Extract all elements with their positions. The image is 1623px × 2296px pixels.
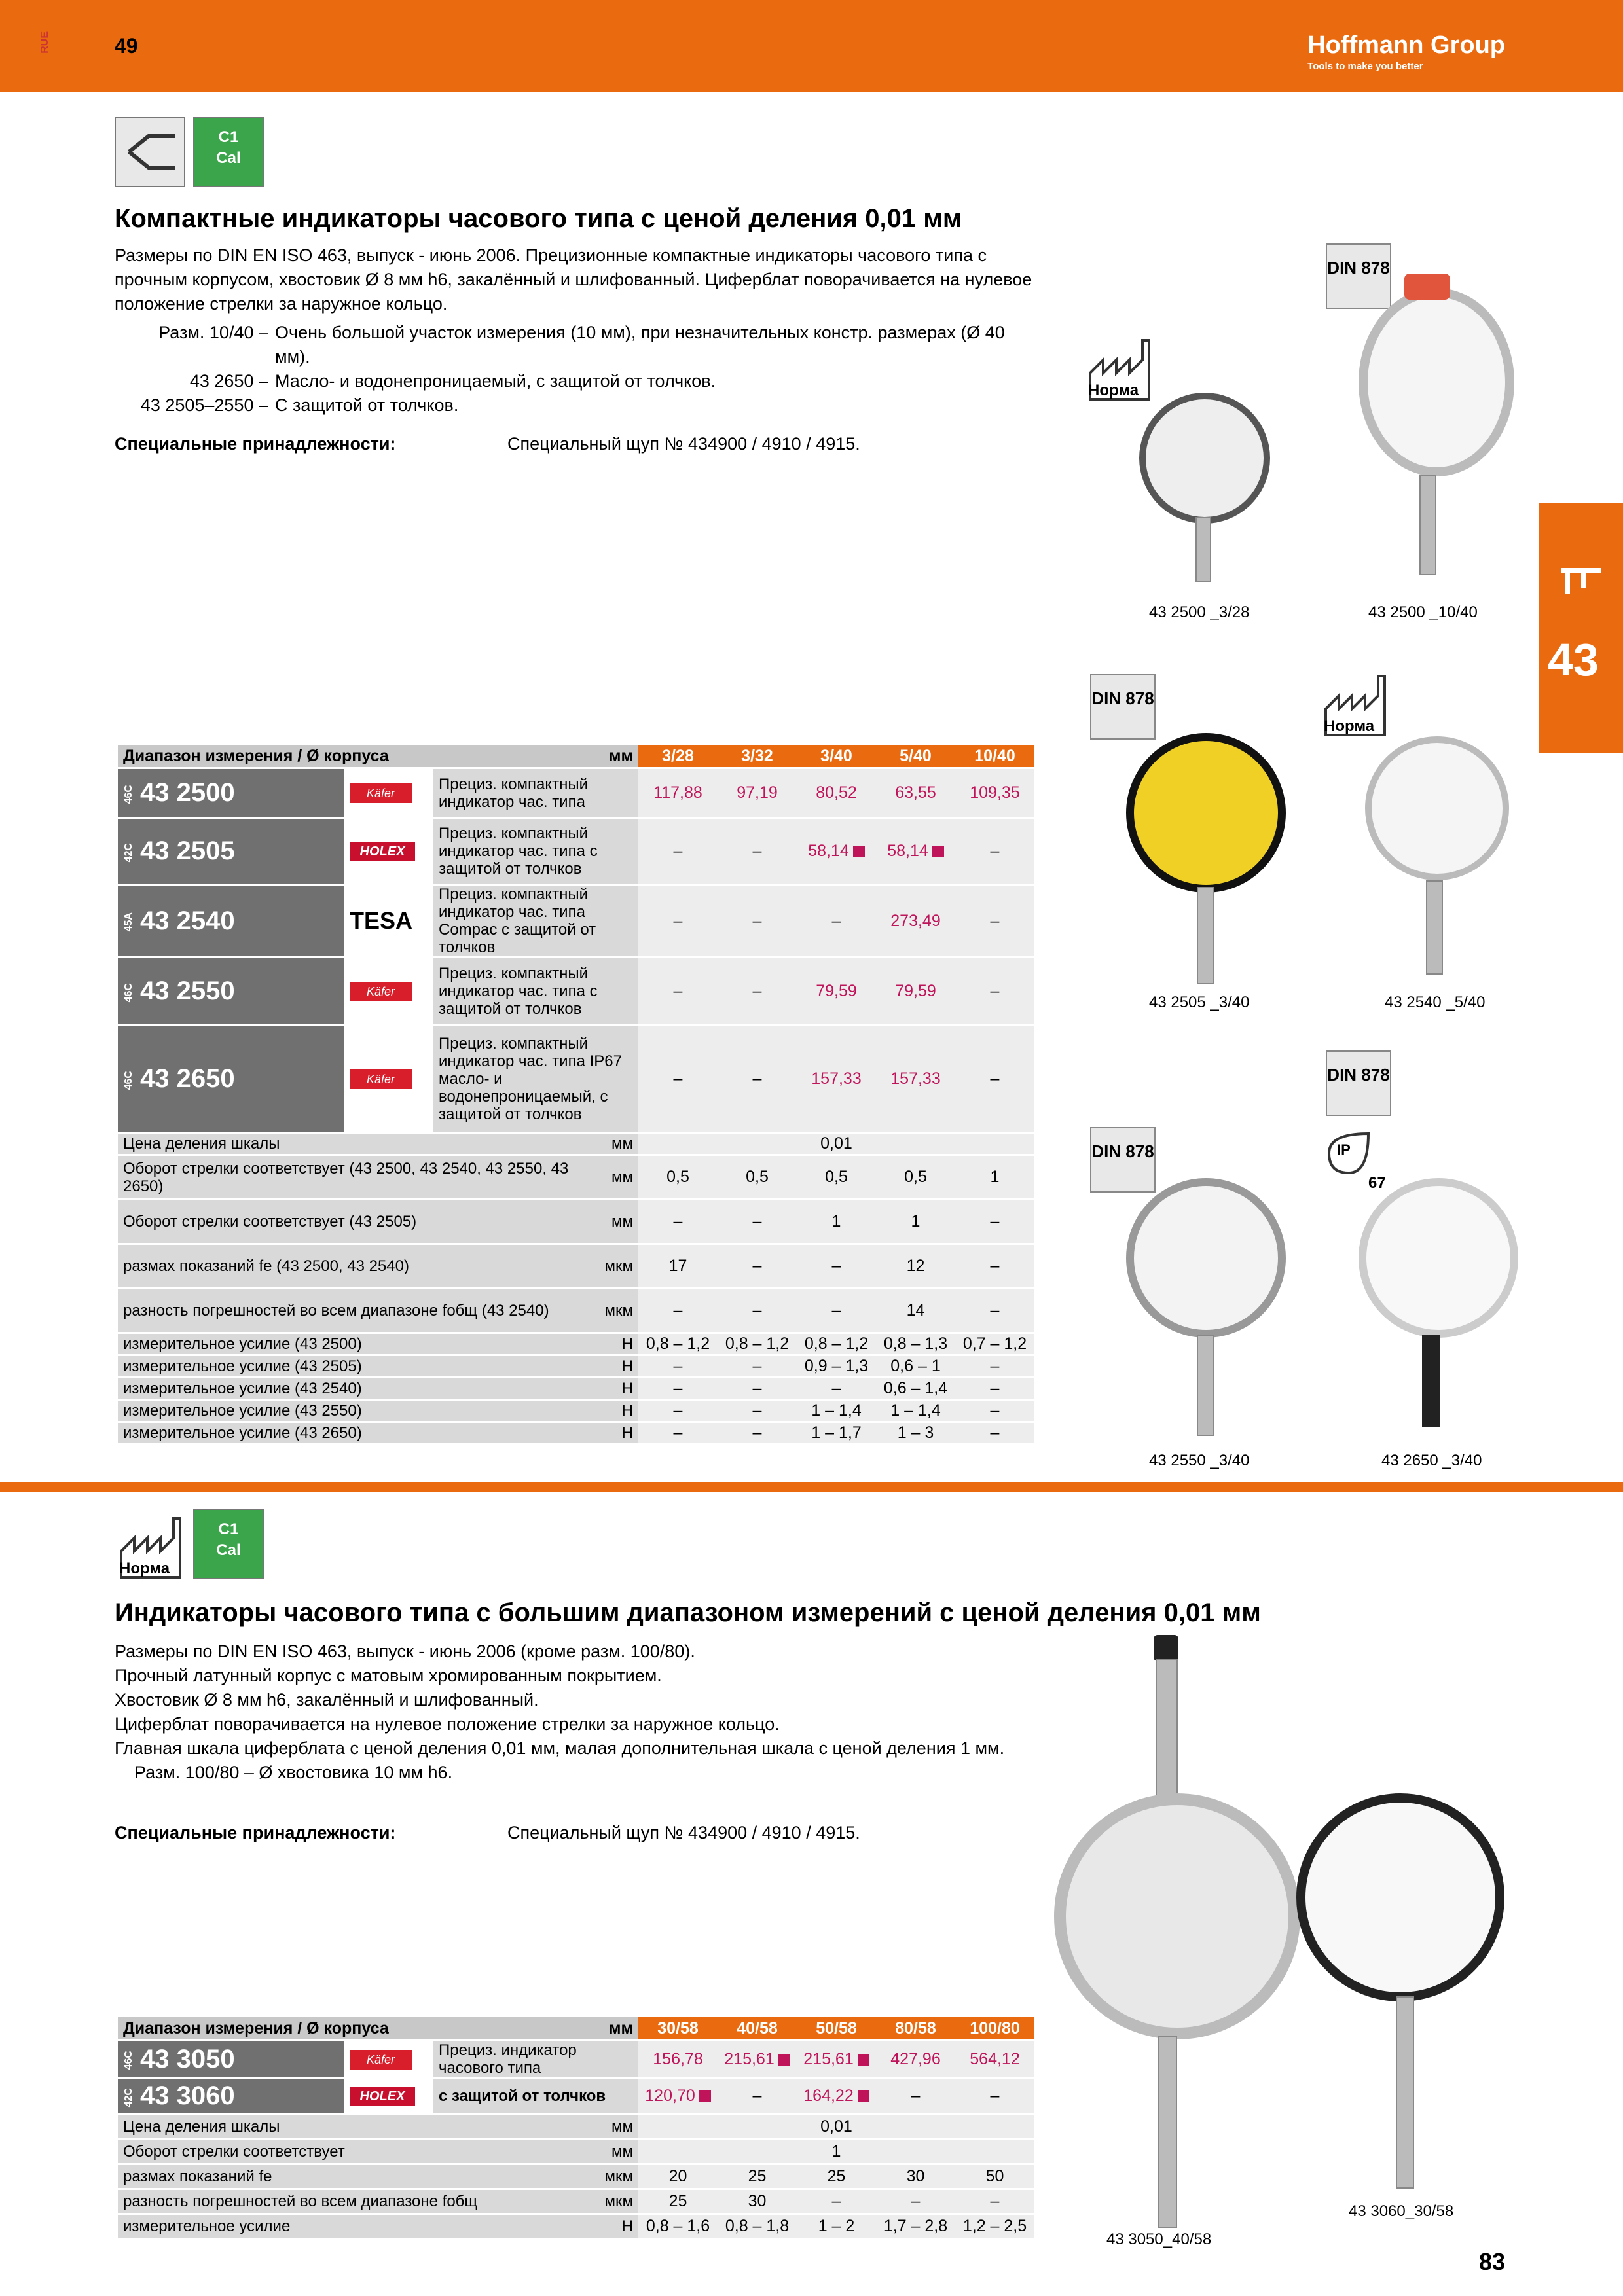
yellow-gauge-image <box>1126 733 1286 893</box>
spec-value: – <box>955 1422 1034 1444</box>
spec-value: 25 <box>797 2164 876 2189</box>
article-code: 46C <box>123 1070 134 1090</box>
article-number: 43 2500 <box>140 778 235 807</box>
price: – <box>955 958 1034 1026</box>
spec-value: 0,01 <box>638 2115 1034 2140</box>
price: – <box>718 885 797 958</box>
spec-row <box>118 1378 1034 1400</box>
spec-row <box>118 2164 1034 2189</box>
spec-value: 1,7 – 2,8 <box>876 2214 955 2239</box>
spec-value: 1 <box>797 1200 876 1244</box>
chapter-number: 43 <box>1548 634 1599 685</box>
note-text: С защитой от толчков. <box>275 395 459 415</box>
spec-label: Оборот стрелки соответствует <box>118 2140 595 2164</box>
gauge-image <box>1139 393 1270 524</box>
spec-row <box>118 1400 1034 1422</box>
note-key: 43 2650 – <box>189 371 268 391</box>
calibration-badge <box>193 1509 264 1579</box>
page-number-right: 83 <box>1478 2248 1505 2275</box>
large-gauge-image <box>1054 1793 1300 2039</box>
ip-label: IP <box>1337 1141 1351 1158</box>
product-desc: Прециз. индикатор часового типа <box>433 2041 638 2078</box>
calibration-badge <box>193 117 264 187</box>
spec-row <box>118 2214 1034 2239</box>
table-row[interactable] <box>118 768 1034 818</box>
col-header: 40/58 <box>718 2017 797 2041</box>
table-row[interactable] <box>118 1026 1034 1133</box>
spec-unit: мкм <box>595 1244 638 1289</box>
spec-value: 0,01 <box>638 1133 1034 1155</box>
spec-row <box>118 1133 1034 1155</box>
spec-value: – <box>797 1289 876 1333</box>
price: 215,61 <box>803 2049 854 2068</box>
text-line: Главная шкала циферблата с ценой деления 0,01 мм, малая дополнительная шкала с ценой деления 1 мм. <box>115 1738 1005 1758</box>
section1-accessories-text: Специальный щуп № 434900 / 4910 / 4915. <box>507 434 860 454</box>
col-header: 3/40 <box>797 745 876 768</box>
spec-unit: мкм <box>595 2189 638 2214</box>
price: 79,59 <box>797 958 876 1026</box>
kaefer-logo: Käfer <box>350 1069 412 1089</box>
spec-value: – <box>638 1422 718 1444</box>
spec-value: – <box>718 1244 797 1289</box>
col-header: 10/40 <box>955 745 1034 768</box>
price: 58,14 <box>808 842 849 860</box>
gauge-stem <box>1396 1996 1414 2189</box>
article-number: 43 2540 <box>140 906 235 935</box>
note-text: Масло- и водонепроницаемый, с защитой от толчков. <box>275 371 716 391</box>
din-badge: DIN 878 <box>1090 674 1156 740</box>
spec-value: – <box>638 1355 718 1378</box>
spec-value: 1 <box>876 1200 955 1244</box>
gauge-stem <box>1419 475 1436 575</box>
header-unit: мм <box>595 2017 638 2041</box>
spec-value: – <box>955 1355 1034 1378</box>
spec-row <box>118 2189 1034 2214</box>
brand-logo <box>1307 31 1505 72</box>
product-desc: Прециз. компактный индикатор час. типа <box>433 768 638 818</box>
section2-text <box>115 1640 1031 1785</box>
page-number-left: 49 <box>115 34 138 58</box>
product-table-1 <box>118 745 1034 1445</box>
spec-label: измерительное усилие (43 2540) <box>118 1378 595 1400</box>
spec-unit: Н <box>595 1400 638 1422</box>
gauge-stem <box>1426 880 1443 975</box>
price: 215,61 <box>724 2049 775 2068</box>
spec-value: – <box>955 1400 1034 1422</box>
price: – <box>638 1026 718 1133</box>
price: – <box>797 885 876 958</box>
price: 109,35 <box>955 768 1034 818</box>
norm-label: Норма <box>119 1560 170 1577</box>
caliper-icon <box>1558 562 1604 601</box>
spec-unit: мм <box>595 2115 638 2140</box>
price: – <box>955 885 1034 958</box>
price: – <box>718 2078 797 2115</box>
din-badge: DIN 878 <box>1326 1050 1391 1116</box>
spec-value: 1 <box>638 2140 1034 2164</box>
spec-value: 1 – 1,4 <box>797 1400 876 1422</box>
spec-unit: мм <box>595 1133 638 1155</box>
chapter-tab <box>1539 503 1623 753</box>
spec-unit: Н <box>595 1422 638 1444</box>
spec-label: Оборот стрелки соответствует (43 2500, 43 2540, 43 2550, 43 2650) <box>118 1155 595 1200</box>
spec-unit: мм <box>595 2140 638 2164</box>
spec-label: измерительное усилие (43 2500) <box>118 1333 595 1355</box>
price: 156,78 <box>638 2041 718 2078</box>
price: 79,59 <box>876 958 955 1026</box>
spec-row <box>118 1244 1034 1289</box>
spec-value: 1 – 1,7 <box>797 1422 876 1444</box>
product-desc: Прециз. компактный индикатор час. типа с защитой от толчков <box>433 958 638 1026</box>
col-header: 3/32 <box>718 745 797 768</box>
spec-value: 20 <box>638 2164 718 2189</box>
kaefer-logo: Käfer <box>350 982 412 1001</box>
image-caption: 43 3060_30/58 <box>1349 2202 1454 2220</box>
spec-unit: мм <box>595 1155 638 1200</box>
image-caption: 43 2540 _5/40 <box>1385 994 1486 1011</box>
spec-value: 0,9 – 1,3 <box>797 1355 876 1378</box>
spec-value: 1 – 2 <box>797 2214 876 2239</box>
product-table-2 <box>118 2017 1034 2240</box>
spec-label: измерительное усилие (43 2505) <box>118 1355 595 1378</box>
spec-row <box>118 1200 1034 1244</box>
badge-line2: Cal <box>216 1541 241 1559</box>
table-row[interactable] <box>118 2041 1034 2078</box>
holex-logo: HOLEX <box>350 2087 415 2106</box>
spec-value: – <box>638 1378 718 1400</box>
image-caption: 43 2550 _3/40 <box>1149 1452 1250 1469</box>
table-row[interactable] <box>118 818 1034 885</box>
article-number: 43 2550 <box>140 977 235 1005</box>
product-desc: с защитой от толчков <box>433 2078 638 2115</box>
dial-gauge-icon <box>116 118 184 186</box>
badge-line1: C1 <box>218 1520 239 1538</box>
price: 120,70 <box>645 2087 695 2105</box>
article-code: 46C <box>123 2051 134 2070</box>
gauge-image <box>1126 1178 1286 1338</box>
price: 157,33 <box>876 1026 955 1133</box>
spec-unit: Н <box>595 2214 638 2239</box>
spec-value: – <box>718 1422 797 1444</box>
logo-text: Hoffmann Group <box>1307 31 1505 59</box>
gauge-stem <box>1158 2036 1177 2228</box>
spec-value: 0,8 – 1,8 <box>718 2214 797 2239</box>
spec-value: 0,6 – 1,4 <box>876 1378 955 1400</box>
spec-value: – <box>797 1244 876 1289</box>
new-marker-icon <box>699 2090 711 2102</box>
note-key: 43 2505–2550 – <box>140 395 268 415</box>
price: 427,96 <box>876 2041 955 2078</box>
price: 164,22 <box>803 2087 854 2105</box>
spec-label: Цена деления шкалы <box>118 1133 595 1155</box>
section2-title: Индикаторы часового типа с большим диапазоном измерений с ценой деления 0,01 мм <box>115 1598 1261 1627</box>
table-row[interactable] <box>118 885 1034 958</box>
spec-value: – <box>638 1200 718 1244</box>
spec-unit: мкм <box>595 1289 638 1333</box>
spec-value: – <box>955 1378 1034 1400</box>
text-line: Прочный латунный корпус с матовым хромированным покрытием. <box>115 1666 662 1685</box>
spec-value: 0,5 <box>876 1155 955 1200</box>
price: – <box>718 818 797 885</box>
header-label: Диапазон измерения / Ø корпуса <box>118 2017 595 2041</box>
note-text: Ø хвостовика 10 мм h6. <box>259 1763 453 1782</box>
price: – <box>638 885 718 958</box>
col-header: 80/58 <box>876 2017 955 2041</box>
article-number: 43 2505 <box>140 836 235 865</box>
spec-unit: Н <box>595 1333 638 1355</box>
article-code: 42C <box>123 2087 134 2108</box>
section1-title: Компактные индикаторы часового типа с ценой деления 0,01 мм <box>115 204 962 233</box>
spec-value: – <box>718 1400 797 1422</box>
article-code: 46C <box>123 982 134 1003</box>
spec-row <box>118 1333 1034 1355</box>
spec-unit: мм <box>595 1200 638 1244</box>
spec-value: 1 <box>955 1155 1034 1200</box>
price: 80,52 <box>797 768 876 818</box>
norm-label: Норма <box>1324 717 1375 735</box>
din-badge: DIN 878 <box>1090 1127 1156 1193</box>
spec-value: – <box>797 1378 876 1400</box>
product-desc: Прециз. компактный индикатор час. типа IP67 масло- и водонепроницаемый, с защитой от толчков <box>433 1026 638 1133</box>
table-header <box>118 745 1034 768</box>
image-caption: 43 2500 _10/40 <box>1368 603 1478 621</box>
spec-value: – <box>955 2189 1034 2214</box>
spec-value: 12 <box>876 1244 955 1289</box>
spec-row <box>118 1289 1034 1333</box>
badge-line2: Cal <box>216 149 241 167</box>
gauge-symbol-badge <box>115 117 185 187</box>
gauge-stem <box>1422 1335 1440 1427</box>
spec-label: измерительное усилие <box>118 2214 595 2239</box>
header-unit: мм <box>595 745 638 768</box>
product-desc: Прециз. компактный индикатор час. типа с защитой от толчков <box>433 818 638 885</box>
spec-value: 50 <box>955 2164 1034 2189</box>
product-desc: Прециз. компактный индикатор час. типа Compac с защитой от толчков <box>433 885 638 958</box>
article-number: 43 2650 <box>140 1064 235 1093</box>
new-marker-icon <box>932 846 944 857</box>
side-code: RUE <box>39 31 50 54</box>
note-key: Разм. 10/40 – <box>158 323 268 342</box>
price: 97,19 <box>718 768 797 818</box>
spec-value: – <box>955 1244 1034 1289</box>
spec-value: 30 <box>876 2164 955 2189</box>
new-marker-icon <box>778 2054 790 2066</box>
spec-row <box>118 1422 1034 1444</box>
spec-value: – <box>797 2189 876 2214</box>
spec-value: 0,7 – 1,2 <box>955 1333 1034 1355</box>
price: – <box>638 818 718 885</box>
gauge-image <box>1365 736 1509 880</box>
gauge-image <box>1359 288 1514 476</box>
gauge-stem <box>1195 517 1211 582</box>
new-marker-icon <box>858 2090 869 2102</box>
spec-label: Оборот стрелки соответствует (43 2505) <box>118 1200 595 1244</box>
price: – <box>876 2078 955 2115</box>
col-header: 100/80 <box>955 2017 1034 2041</box>
text-line: Размеры по DIN EN ISO 463, выпуск - июнь 2006 (кроме разм. 100/80). <box>115 1641 695 1661</box>
red-lifting-cap <box>1404 274 1450 300</box>
table-header <box>118 2017 1034 2041</box>
ip67-badge <box>1322 1127 1386 1192</box>
image-caption: 43 3050_40/58 <box>1106 2231 1212 2248</box>
spec-value: 17 <box>638 1244 718 1289</box>
spec-label: измерительное усилие (43 2550) <box>118 1400 595 1422</box>
col-header: 30/58 <box>638 2017 718 2041</box>
logo-tagline: Tools to make you better <box>1307 61 1423 72</box>
price: 117,88 <box>638 768 718 818</box>
note-text: Очень большой участок измерения (10 мм), при незначительных констр. размерах (Ø 40 мм). <box>275 323 1005 367</box>
din-badge: DIN 878 <box>1326 243 1391 309</box>
gauge-stem <box>1197 887 1214 984</box>
spec-value: 25 <box>638 2189 718 2214</box>
text-line: Циферблат поворачивается на нулевое положение стрелки за наружное кольцо. <box>115 1714 780 1734</box>
spec-value: 0,6 – 1 <box>876 1355 955 1378</box>
image-caption: 43 2650 _3/40 <box>1381 1452 1482 1469</box>
spec-value: – <box>876 2189 955 2214</box>
spec-value: – <box>638 1400 718 1422</box>
ip-number: 67 <box>1368 1174 1386 1192</box>
article-number: 43 3050 <box>140 2044 235 2073</box>
spec-value: – <box>718 1355 797 1378</box>
spec-label: разность погрешностей во всем диапазоне fобщ (43 2540) <box>118 1289 595 1333</box>
spec-value: – <box>955 1200 1034 1244</box>
spec-row <box>118 2140 1034 2164</box>
price: – <box>718 958 797 1026</box>
spec-value: 1 – 3 <box>876 1422 955 1444</box>
image-caption: 43 2505 _3/40 <box>1149 994 1250 1011</box>
gauge-image <box>1359 1178 1518 1338</box>
table-row[interactable] <box>118 2078 1034 2115</box>
new-marker-icon <box>853 846 865 857</box>
price: – <box>955 1026 1034 1133</box>
spec-row <box>118 1355 1034 1378</box>
table-row[interactable] <box>118 958 1034 1026</box>
spec-value: 1 – 1,4 <box>876 1400 955 1422</box>
norm-icon <box>118 1515 187 1584</box>
section1-notes <box>115 321 1044 418</box>
gauge-stem <box>1156 1659 1178 1812</box>
badge-line1: C1 <box>218 128 239 146</box>
article-code: 42C <box>123 842 134 863</box>
section1-intro: Размеры по DIN EN ISO 463, выпуск - июнь 2006. Прецизионные компактные индикаторы часового типа с прочным корпусом, хвостовик Ø 8 мм h6, закалённый и шлифованный. Циферблат поворачивается на нулевое положение стрелки за наружное кольцо. <box>115 245 1032 314</box>
col-header: 5/40 <box>876 745 955 768</box>
lifting-cap <box>1154 1635 1178 1661</box>
spec-value: – <box>718 1200 797 1244</box>
spec-value: 0,5 <box>797 1155 876 1200</box>
norm-icon <box>1087 337 1156 406</box>
spec-value: – <box>638 1289 718 1333</box>
article-number: 43 3060 <box>140 2081 235 2110</box>
price: – <box>955 818 1034 885</box>
kaefer-logo: Käfer <box>350 2050 412 2070</box>
spec-label: разность погрешностей во всем диапазоне fобщ <box>118 2189 595 2214</box>
text-line: Хвостовик Ø 8 мм h6, закалённый и шлифованный. <box>115 1690 539 1710</box>
kaefer-logo: Käfer <box>350 783 412 803</box>
spec-label: размах показаний fe <box>118 2164 595 2189</box>
spec-value: 30 <box>718 2189 797 2214</box>
spec-value: 0,8 – 1,6 <box>638 2214 718 2239</box>
image-caption: 43 2500 _3/28 <box>1149 603 1250 621</box>
section-divider <box>0 1482 1623 1492</box>
spec-value: 0,8 – 1,2 <box>638 1333 718 1355</box>
spec-row <box>118 2115 1034 2140</box>
spec-unit: Н <box>595 1378 638 1400</box>
spec-value: – <box>718 1378 797 1400</box>
price: 273,49 <box>876 885 955 958</box>
spec-unit: мкм <box>595 2164 638 2189</box>
spec-value: 0,5 <box>638 1155 718 1200</box>
spec-value: – <box>718 1289 797 1333</box>
section2-accessories-label: Специальные принадлежности: <box>115 1823 396 1842</box>
spec-value: 14 <box>876 1289 955 1333</box>
spec-label: измерительное усилие (43 2650) <box>118 1422 595 1444</box>
spec-row <box>118 1155 1034 1200</box>
price: – <box>718 1026 797 1133</box>
spec-value: – <box>955 1289 1034 1333</box>
spec-value: 0,5 <box>718 1155 797 1200</box>
col-header: 50/58 <box>797 2017 876 2041</box>
price: 58,14 <box>887 842 928 860</box>
section1-accessories-label: Специальные принадлежности: <box>115 434 396 454</box>
section2-accessories-text: Специальный щуп № 434900 / 4910 / 4915. <box>507 1823 860 1842</box>
col-header: 3/28 <box>638 745 718 768</box>
holex-logo: HOLEX <box>350 842 415 861</box>
spec-unit: Н <box>595 1355 638 1378</box>
price: 63,55 <box>876 768 955 818</box>
norm-label: Норма <box>1088 382 1139 399</box>
tesa-logo: TESA <box>350 907 413 934</box>
article-code: 46C <box>123 784 134 804</box>
header-label: Диапазон измерения / Ø корпуса <box>118 745 595 768</box>
price: – <box>955 2078 1034 2115</box>
spec-value: 1,2 – 2,5 <box>955 2214 1034 2239</box>
price: 564,12 <box>955 2041 1034 2078</box>
spec-value: 0,8 – 1,2 <box>797 1333 876 1355</box>
spec-label: размах показаний fe (43 2500, 43 2540) <box>118 1244 595 1289</box>
spec-label: Цена деления шкалы <box>118 2115 595 2140</box>
article-code: 45A <box>123 912 134 932</box>
large-gauge-image <box>1296 1793 1504 2001</box>
price: – <box>638 958 718 1026</box>
note-key: Разм. 100/80 – <box>134 1763 254 1782</box>
spec-value: 25 <box>718 2164 797 2189</box>
new-marker-icon <box>858 2054 869 2066</box>
spec-value: 0,8 – 1,3 <box>876 1333 955 1355</box>
gauge-stem <box>1197 1335 1214 1436</box>
spec-value: 0,8 – 1,2 <box>718 1333 797 1355</box>
norm-icon <box>1322 673 1391 742</box>
price: 157,33 <box>797 1026 876 1133</box>
